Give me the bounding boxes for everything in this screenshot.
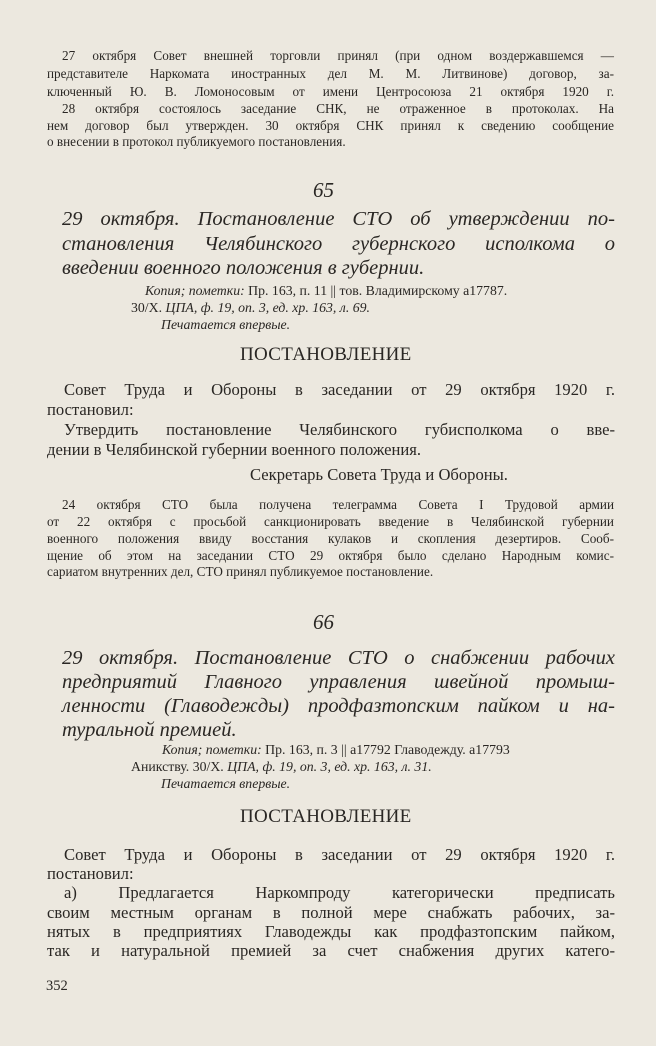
editorial-note-line: от 22 октября с просьбой санкционировать введение в Челябинской губернии bbox=[47, 514, 614, 529]
publication-note: Печатается впервые. bbox=[161, 317, 291, 332]
source-line bbox=[145, 283, 507, 299]
source-prefix: Копия; пометки: bbox=[162, 742, 262, 757]
body-line: постановил: bbox=[47, 864, 134, 883]
editorial-note-line: щение об этом на заседании СТО 29 октября было сделано Народным комис- bbox=[47, 548, 614, 563]
document-title-line: 29 октября. Постановление СТО об утверждении по- bbox=[62, 208, 615, 230]
intro-line: ключенный Ю. В. Ломоносовым от имени Центросоюза 21 октября 1920 г. bbox=[47, 84, 614, 99]
section-heading: ПОСТАНОВЛЕНИЕ bbox=[240, 806, 412, 827]
body-line: нятых в предприятиях Главодежды как продфазтопским пайком, bbox=[47, 922, 615, 941]
editorial-note-line: 24 октября СТО была получена телеграмма Совета I Трудовой армии bbox=[62, 497, 614, 512]
page-number: 352 bbox=[46, 978, 68, 994]
body-line: Совет Труда и Обороны в заседании от 29 октября 1920 г. bbox=[64, 380, 615, 399]
source-prefix: Копия; пометки: bbox=[145, 283, 245, 298]
source-text: Пр. 163, п. 11 || тов. Владимирскому а17787. bbox=[248, 283, 508, 298]
source-text: Пр. 163, п. 3 || а17792 Главодежду. а17793 bbox=[265, 742, 510, 757]
document-number: 66 bbox=[313, 610, 334, 634]
intro-line: 28 октября состоялось заседание СНК, не отраженное в протоколах. На bbox=[62, 101, 614, 116]
document-title-line: 29 октября. Постановление СТО о снабжении рабочих bbox=[62, 647, 615, 669]
document-title-line: предприятий Главного управления швейной промыш- bbox=[62, 671, 615, 693]
document-title-line: туральной премией. bbox=[62, 719, 237, 741]
source-line bbox=[162, 742, 510, 758]
body-line: постановил: bbox=[47, 400, 134, 419]
section-heading: ПОСТАНОВЛЕНИЕ bbox=[240, 344, 412, 365]
source-text: 30/Х. bbox=[131, 300, 163, 315]
intro-line: о внесении в протокол публикуемого постановления. bbox=[47, 134, 346, 149]
intro-line: представителе Наркомата иностранных дел М. М. Литвинове) договор, за- bbox=[47, 66, 614, 81]
intro-line: 27 октября Совет внешней торговли принял (при одном воздержавшемся — bbox=[62, 48, 614, 63]
source-line bbox=[131, 300, 370, 316]
archive-reference: ЦПА, ф. 19, оп. 3, ед. хр. 163, л. 31. bbox=[227, 759, 432, 774]
document-title-line: становления Челябинского губернского исполкома о bbox=[62, 233, 615, 255]
document-number: 65 bbox=[313, 178, 334, 202]
document-title-line: ленности (Главодежды) продфазтопским пайком и на- bbox=[62, 695, 615, 717]
source-text: Аникству. 30/Х. bbox=[131, 759, 224, 774]
body-line: а) Предлагается Наркомпроду категорически предписать bbox=[64, 883, 615, 902]
editorial-note-line: сариатом внутренних дел, СТО принял публикуемое постановление. bbox=[47, 564, 434, 579]
editorial-note-line: военного положения ввиду восстания кулаков и скопления дезертиров. Сооб- bbox=[47, 531, 614, 546]
archive-reference: ЦПА, ф. 19, оп. 3, ед. хр. 163, л. 69. bbox=[165, 300, 370, 315]
body-line: Утвердить постановление Челябинского губисполкома о вве- bbox=[64, 420, 615, 439]
body-line: Совет Труда и Обороны в заседании от 29 октября 1920 г. bbox=[64, 845, 615, 864]
intro-line: нем договор был утвержден. 30 октября СНК принял к сведению сообщение bbox=[47, 118, 614, 133]
signature: Секретарь Совета Труда и Обороны. bbox=[250, 465, 508, 484]
document-title-line: введении военного положения в губернии. bbox=[62, 257, 425, 279]
body-line: дении в Челябинской губернии военного положения. bbox=[47, 440, 422, 459]
body-line: своим местным органам в полной мере снабжать рабочих, за- bbox=[47, 903, 615, 922]
publication-note: Печатается впервые. bbox=[161, 776, 291, 791]
body-line: так и натуральной премией за счет снабжения других катего- bbox=[47, 941, 615, 960]
source-line bbox=[131, 759, 432, 775]
